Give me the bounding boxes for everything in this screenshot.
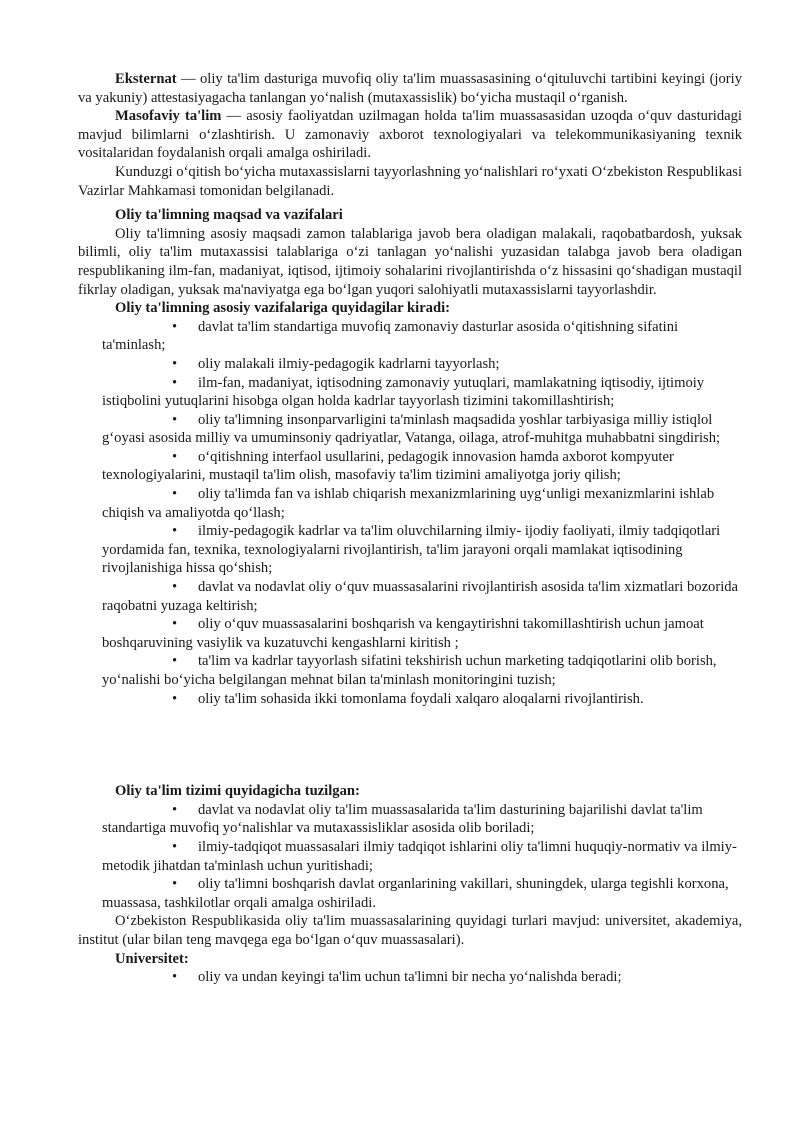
bullet-icon: • (172, 969, 178, 986)
section-heading-maqsad: Oliy ta'limning maqsad va vazifalari (115, 207, 343, 224)
bullet-icon: • (172, 486, 178, 503)
paragraph-turlari: O‘zbekiston Respublikasida oliy ta'lim muassasalarining quyidagi turlari mavjud: universitet, akademiya, institut (ular bilan teng mavqega ega bo‘lgan o‘quv muassasalari). (78, 913, 742, 948)
list-heading-vazifalar: Oliy ta'limning asosiy vazifalariga quyidagilar kiradi: (115, 300, 451, 317)
bullet-icon: • (172, 448, 178, 465)
list-item: • ilmiy-pedagogik kadrlar va ta'lim oluvchilarning ilmiy- ijodiy faoliyati, ilmiy tadqiqotlari yordamida fan, texnika, texnologiyalarni rivojlantirish, ta'lim jarayoni orqali mamlakat iqtisodining rivojlanishiga hissa qo‘shish; (102, 523, 721, 577)
bullet-icon: • (172, 876, 178, 893)
list-item: • oliy ta'limning insonparvarligini ta'minlash maqsadida yoshlar tarbiyasiga milliy istiqlol g‘oyasi asosida milliy va umuminsoniy qadriyatlar, Vatanga, oilaga, atrof-muhitga muhabbatni singdirish; (102, 411, 721, 447)
term-masofaviy: Masofaviy ta'lim (115, 108, 222, 125)
bullet-icon: • (172, 838, 178, 855)
list-item: • ta'lim va kadrlar tayyorlash sifatini tekshirish uchun marketing tadqiqotlarini olib borish, yo‘nalishi bo‘yicha belgilangan mehnat bilan ta'minlash monitoringini tuzish; (102, 653, 717, 688)
bullet-icon: • (172, 653, 178, 670)
bullet-icon: • (172, 579, 178, 596)
document-page (78, 70, 742, 987)
list-item: • oliy o‘quv muassasalarini boshqarish va kengaytirishni takomillashtirish uchun jamoat boshqaruvining vasiylik va kuzatuvchi kengashlarni kiritish ; (102, 616, 704, 651)
list-item: • oliy ta'limni boshqarish davlat organlarining vakillari, shuningdek, ularga tegishli korxona, muassasa, tashkilotlar orqali amalga oshiriladi. (102, 876, 729, 911)
list-item: • oliy malakali ilmiy-pedagogik kadrlarni tayyorlash; (172, 355, 500, 372)
spacer (78, 708, 742, 782)
universitet-list (78, 968, 742, 987)
sub-heading-universitet: Universitet: (115, 950, 189, 967)
list-item: • davlat va nodavlat oliy o‘quv muassasalarini rivojlantirish asosida ta'lim xizmatlari bozorida raqobatni yuzaga keltirish; (102, 579, 739, 614)
list-item: • oliy ta'lim sohasida ikki tomonlama foydali xalqaro aloqalarni rivojlantirish. (172, 690, 644, 707)
list-item: • oliy ta'limda fan va ishlab chiqarish mexanizmlarining uyg‘unligi mexanizmlarini ishlab chiqish va amaliyotda qo‘llash; (102, 486, 715, 521)
bullet-icon: • (172, 523, 178, 540)
list-item: • davlat va nodavlat oliy ta'lim muassasalarida ta'lim dasturining bajarilishi davlat ta'lim standartiga muvofiq yo‘nalishlar va mutaxassisliklar asosida olib boriladi; (102, 801, 703, 837)
paragraph-eksternat: Eksternat — oliy ta'lim dasturiga muvofiq oliy ta'lim muassasasining o‘qituluvchi tartibini keyingi (joriy va yakuniy) attestasiyagacha tanlangan yo‘nalish (mutaxassislik) bo‘yicha mustaqil o‘rganish. (78, 71, 742, 106)
list-item: • davlat ta'lim standartiga muvofiq zamonaviy dasturlar asosida o‘qitishning sifatini ta'minlash; (102, 318, 679, 354)
bullet-icon: • (172, 411, 178, 428)
list-item: • ilmiy-tadqiqot muassasalari ilmiy tadqiqot ishlarini oliy ta'limni huquqiy-normativ va ilmiy-metodik jihatdan ta'minlash uchun yuritishadi; (102, 838, 737, 874)
bullet-icon: • (172, 690, 178, 707)
paragraph-masofaviy: Masofaviy ta'lim — asosiy faoliyatdan uzilmagan holda ta'lim muassasasidan uzoqda o‘quv dasturidagi mavjud bilimlarni o‘zlashtirish. U zamonaviy axborot texnologiyalari va telekommunikasiyaning texnik vositalaridan foydalanish orqali amalga oshiriladi. (78, 108, 742, 162)
bullet-icon: • (172, 374, 178, 391)
tasks-list (78, 318, 742, 708)
bullet-icon: • (172, 801, 178, 818)
bullet-icon: • (172, 318, 178, 335)
paragraph-maqsad: Oliy ta'limning asosiy maqsadi zamon talablariga javob bera oladigan malakali, raqobatbardosh, yuksak bilimli, oliy ta'lim mutaxassisi talablariga o‘zi tanlagan yo‘nalishi yuzasidan talabga javob bera oladigan respublikaning ilm-fan, madaniyat, iqtisod, ijtimoiy sohalarini rivojlantirishda o‘z hissasini qo‘shadigan mustaqil fikrlay oladigan, yuksak ma'naviyatga ega bo‘lgan yuqori salohiyatli mutaxassislarni tayyorlashdir. (78, 225, 742, 298)
structure-list (78, 801, 742, 913)
term-eksternat: Eksternat (115, 71, 177, 87)
paragraph-kunduzgi: Kunduzgi o‘qitish bo‘yicha mutaxassislarni tayyorlashning yo‘nalishlari ro‘yxati O‘zbekiston Respublikasi Vazirlar Mahkamasi tomonidan belgilanadi. (78, 163, 742, 199)
section-heading-tizim: Oliy ta'lim tizimi quyidagicha tuzilgan: (115, 783, 360, 800)
list-item: • ilm-fan, madaniyat, iqtisodning zamonaviy yutuqlari, mamlakatning iqtisodiy, ijtimoiy istiqbolini yutuqlarini hisobga olgan holda kadrlar tayyorlash tizimini takomillashtirish; (102, 374, 705, 410)
bullet-icon: • (172, 616, 178, 633)
bullet-icon: • (172, 355, 178, 372)
list-item: • oliy va undan keyingi ta'lim uchun ta'limni bir necha yo‘nalishda beradi; (172, 969, 622, 986)
list-item: • o‘qitishning interfaol usullarini, pedagogik innovasion hamda axborot kompyuter texnologiyalarini, mustaqil ta'lim olish, masofaviy ta'lim tizimini amaliyotga joriy qilish; (102, 448, 674, 484)
